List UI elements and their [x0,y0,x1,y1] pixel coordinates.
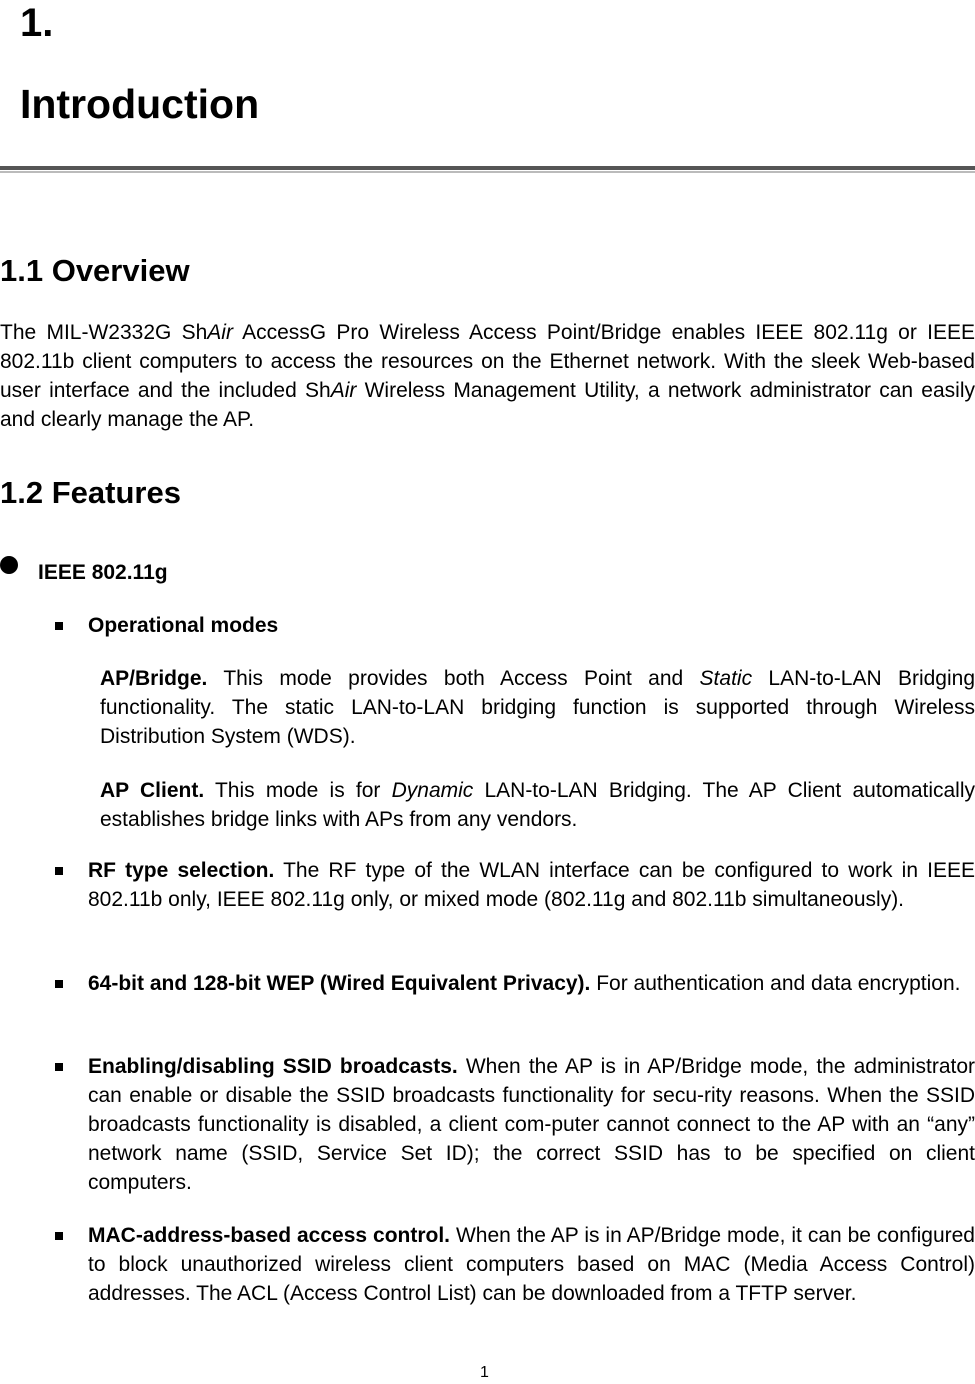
square-bullet-icon [55,1063,63,1071]
chapter-number: 1. [20,1,54,45]
page-number: 1 [480,1364,489,1381]
overview-paragraph: The MIL-W2332G ShAir AccessG Pro Wireless Access Point/Bridge enables IEEE 802.11g or IEEE 802.11b client computers to access the resources on the Ethernet network. With the sleek Web-based user interface and the included ShAir Wireless Management Utility, a network administrator can easily and clearly manage the AP. [0,321,975,431]
rf-type-paragraph: RF type selection. The RF type of the WLAN interface can be configured to work in IEEE 802.11b only, IEEE 802.11g only, or mixed mode (802.11g and 802.11b simultaneously). [88,859,975,911]
chapter-divider [0,166,975,174]
chapter-title: Introduction [20,81,260,127]
overview-heading: 1.1 Overview [0,253,190,288]
square-bullet-icon [55,622,63,630]
ssid-paragraph: Enabling/disabling SSID broadcasts. When the AP is in AP/Bridge mode, the administrator can enable or disable the SSID broadcasts functionality for secu-rity reasons. When the SSID broadcasts functionality is disabled, a client com-puter cannot connect to the AP with an “any” network name (SSID, Service Set ID); the correct SSID has to be specified on client computers. [88,1055,975,1194]
ap-bridge-paragraph: AP/Bridge. This mode provides both Access Point and Static LAN-to-LAN Bridging functionality. The static LAN-to-LAN bridging function is supported through Wireless Distribution System (WDS). [100,667,975,748]
features-heading: 1.2 Features [0,475,181,510]
ap-client-paragraph: AP Client. This mode is for Dynamic LAN-to-LAN Bridging. The AP Client automatically establishes bridge links with APs from any vendors. [100,779,975,831]
bullet-icon [0,556,18,574]
square-bullet-icon [55,980,63,988]
mac-paragraph: MAC-address-based access control. When the AP is in AP/Bridge mode, it can be configured to block unauthorized wireless client computers based on MAC (Media Access Control) addresses. The ACL (Access Control List) can be downloaded from a TFTP server. [88,1224,975,1305]
operational-modes-label: Operational modes [88,614,279,637]
square-bullet-icon [55,1232,63,1240]
square-bullet-icon [55,867,63,875]
wep-paragraph: 64-bit and 128-bit WEP (Wired Equivalent Privacy). For authentication and data encryption. [88,972,961,995]
feature-ieee80211g: IEEE 802.11g [38,561,168,584]
